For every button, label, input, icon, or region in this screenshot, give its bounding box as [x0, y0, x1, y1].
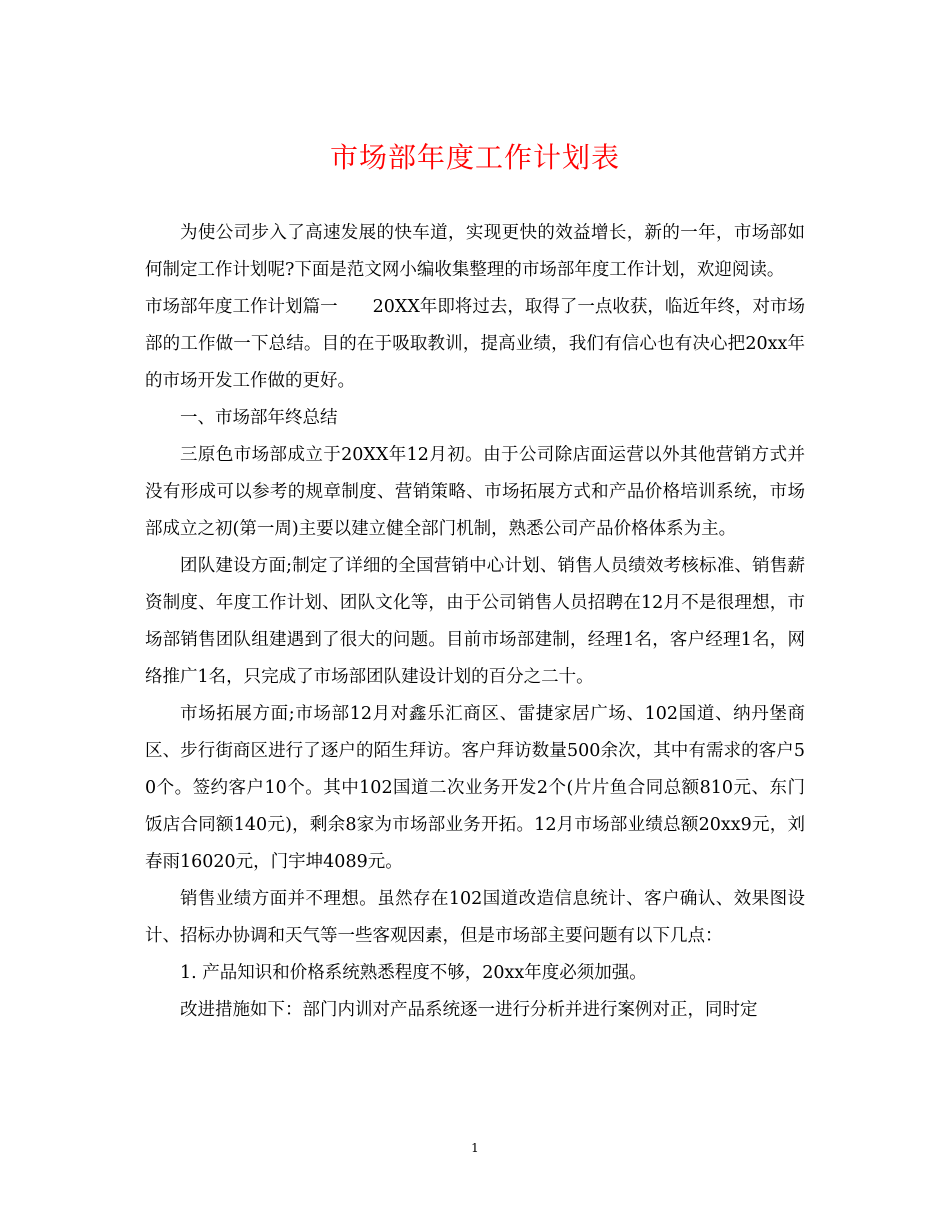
paragraph-sales-performance: 销售业绩方面并不理想。虽然存在102国道改造信息统计、客户确认、效果图设计、招标办协调和天气等一些客观因素，但是市场部主要问题有以下几点：: [145, 889, 805, 946]
paragraph-improvement-measures: 改进措施如下：部门内训对产品系统逐一进行分析并进行案例对正，同时定: [180, 1000, 758, 1020]
paragraph-plan-one: 市场部年度工作计划篇一 20XX年即将过去，取得了一点收获，临近年终，对市场部的工作做一下总结。目的在于吸取教训，提高业绩，我们有信心也有决心把20xx年的市场开发工作做的更好。: [145, 297, 805, 391]
document-title: 市场部年度工作计划表: [329, 141, 620, 174]
document-body: [145, 215, 805, 1029]
paragraph-market-expansion: 市场拓展方面;市场部12月对鑫乐汇商区、雷捷家居广场、102国道、纳丹堡商区、步行街商区进行了逐户的陌生拜访。客户拜访数量500余次，其中有需求的客户50个。签约客户10个。其中102国道二次业务开发2个(片片鱼合同总额810元、东门饭店合同额140元)，剩余8家为市场部业务开拓。12月市场部业绩总额20xx9元，刘春雨16020元，门宇坤4089元。: [145, 704, 805, 872]
paragraph-intro: 为使公司步入了高速发展的快车道，实现更快的效益增长，新的一年，市场部如何制定工作计划呢?下面是范文网小编收集整理的市场部年度工作计划，欢迎阅读。: [145, 223, 805, 280]
section-heading-year-end-summary: 一、市场部年终总结: [180, 408, 338, 428]
list-item-product-knowledge: 1. 产品知识和价格系统熟悉程度不够，20xx年度必须加强。: [180, 963, 647, 983]
paragraph-team-building: 团队建设方面;制定了详细的全国营销中心计划、销售人员绩效考核标准、销售薪资制度、年度工作计划、团队文化等，由于公司销售人员招聘在12月不是很理想，市场部销售团队组建遇到了很大的问题。目前市场部建制，经理1名，客户经理1名，网络推广1名，只完成了市场部团队建设计划的百分之二十。: [145, 556, 805, 687]
page-number: 1: [471, 1141, 479, 1155]
paragraph-department-founding: 三原色市场部成立于20XX年12月初。由于公司除店面运营以外其他营销方式并没有形成可以参考的规章制度、营销策略、市场拓展方式和产品价格培训系统，市场部成立之初(第一周)主要以建立健全部门机制，熟悉公司产品价格体系为主。: [145, 445, 805, 539]
